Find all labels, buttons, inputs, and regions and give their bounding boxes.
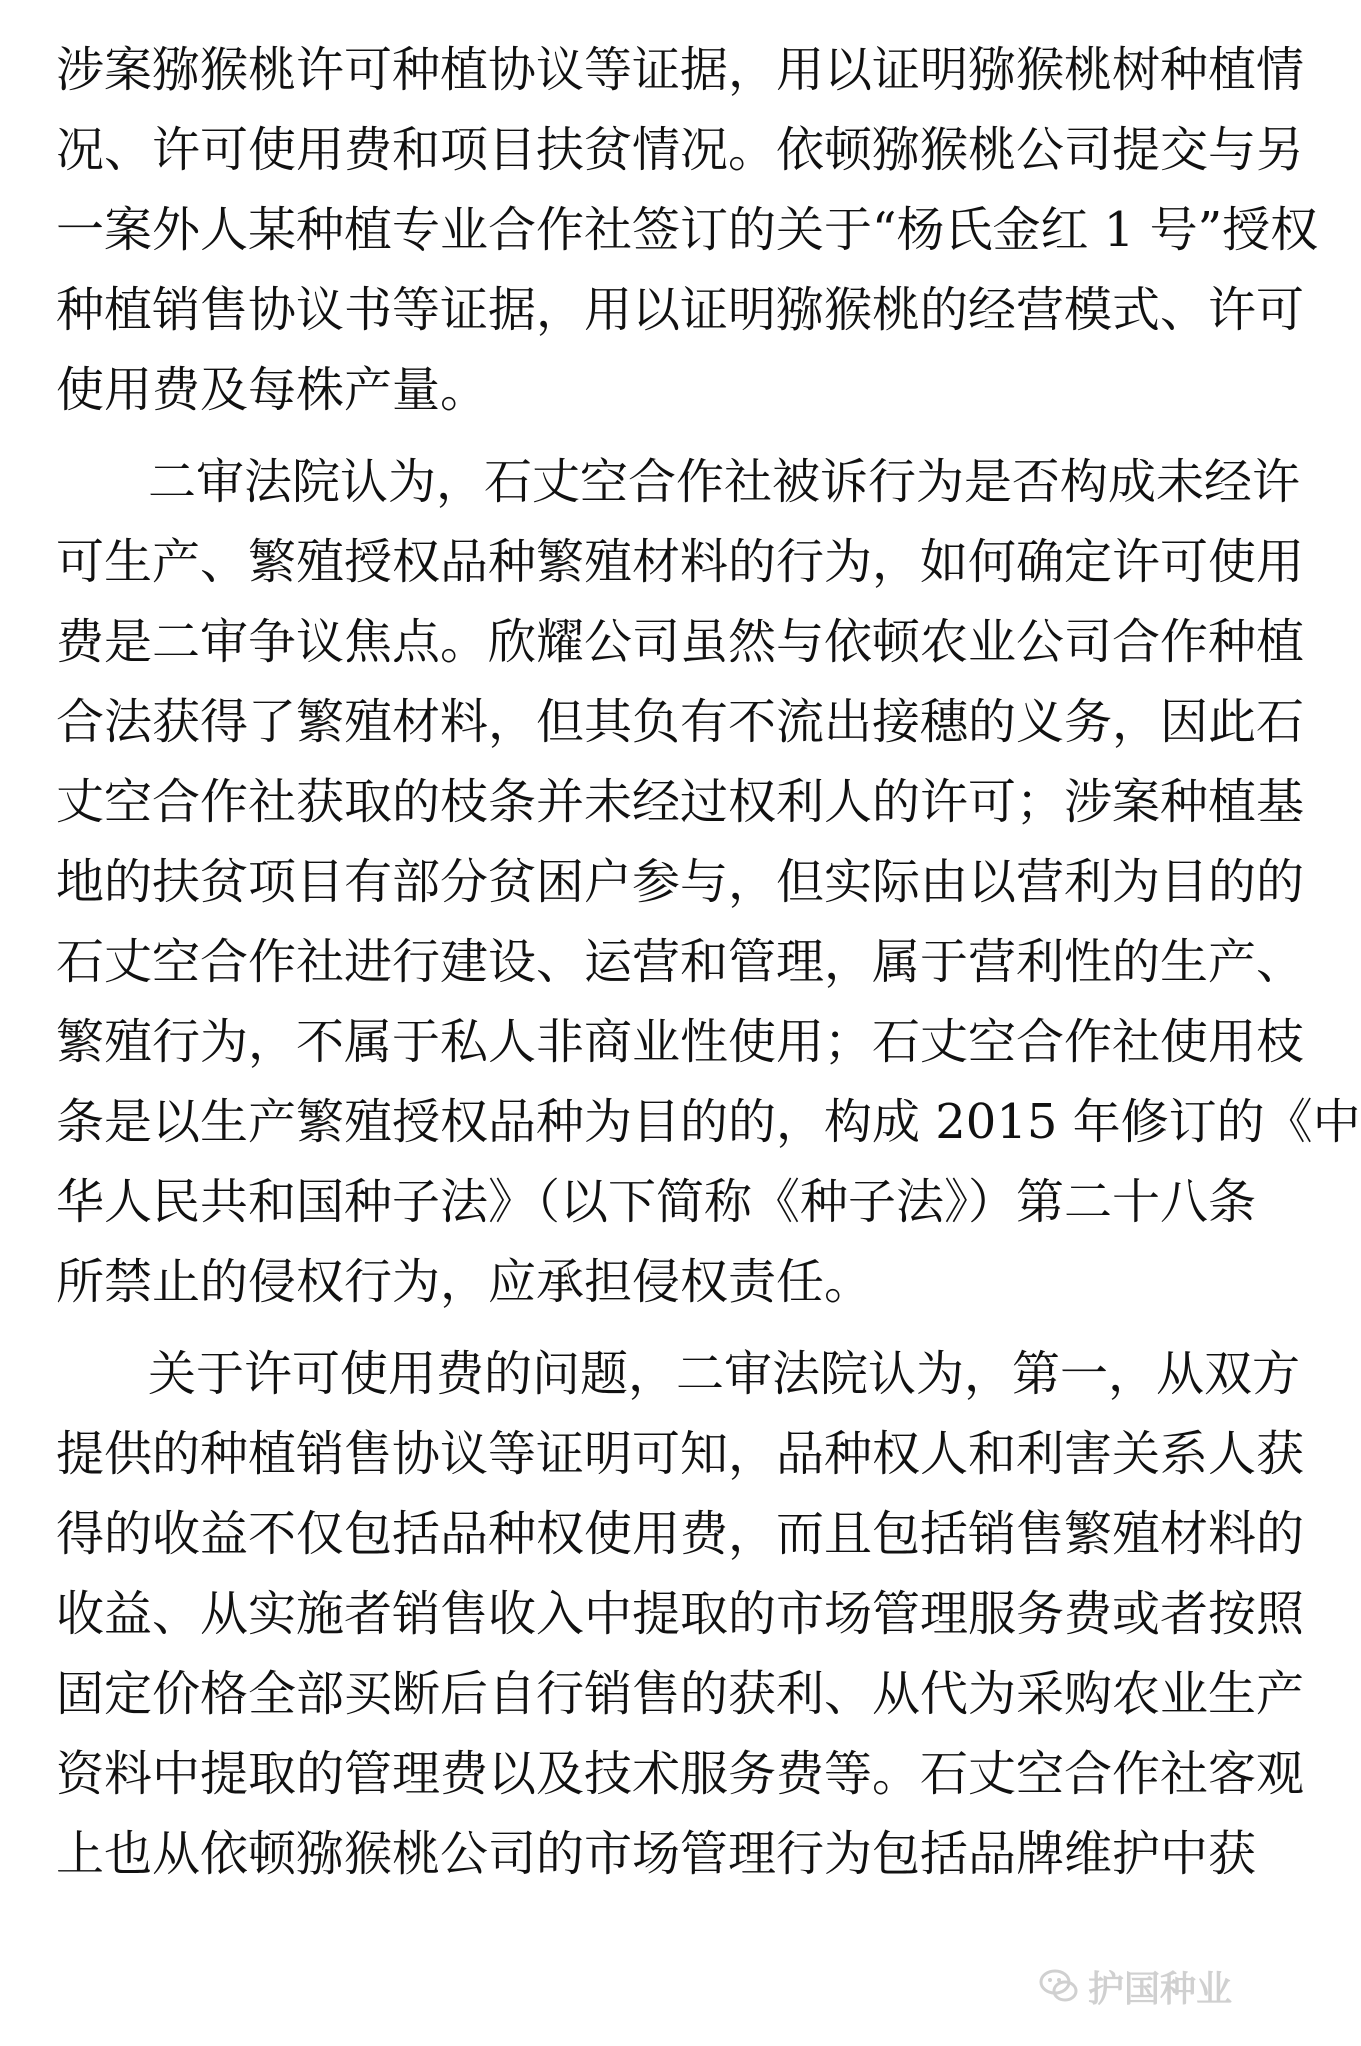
- text-line: 石丈空合作社进行建设、运营和管理，属于营利性的生产、: [56, 934, 1305, 990]
- paragraph-start-line: 二审法院认为，石丈空合作社被诉行为是否构成未经许: [148, 454, 1301, 510]
- text-line: 得的收益不仅包括品种权使用费，而且包括销售繁殖材料的: [56, 1506, 1305, 1562]
- text-line: 一案外人某种植专业合作社签订的关于“杨氏金红 1 号”授权: [56, 202, 1319, 258]
- watermark-text: 护国种业: [1088, 1968, 1233, 2010]
- text-line: 合法获得了繁殖材料，但其负有不流出接穗的义务，因此石: [56, 694, 1305, 750]
- text-line: 丈空合作社获取的枝条并未经过权利人的许可；涉案种植基: [56, 774, 1305, 830]
- text-line: 繁殖行为，不属于私人非商业性使用；石丈空合作社使用枝: [56, 1014, 1305, 1070]
- text-line: 条是以生产繁殖授权品种为目的的，构成 2015 年修订的《中: [56, 1094, 1361, 1150]
- text-line: 资料中提取的管理费以及技术服务费等。石丈空合作社客观: [56, 1746, 1305, 1802]
- text-line: 固定价格全部买断后自行销售的获利、从代为采购农业生产: [56, 1666, 1305, 1722]
- text-line: 使用费及每株产量。: [56, 362, 489, 418]
- text-line: 可生产、繁殖授权品种繁殖材料的行为，如何确定许可使用: [56, 534, 1305, 590]
- watermark: [1038, 1954, 1232, 2018]
- text-line: 种植销售协议书等证据，用以证明猕猴桃的经营模式、许可: [56, 282, 1305, 338]
- text-line: 所禁止的侵权行为，应承担侵权责任。: [56, 1254, 873, 1310]
- paragraph-start-line: 关于许可使用费的问题，二审法院认为，第一，从双方: [148, 1346, 1301, 1402]
- text-line: 收益、从实施者销售收入中提取的市场管理服务费或者按照: [56, 1586, 1305, 1642]
- text-line: 华人民共和国种子法》（以下简称《种子法》）第二十八条: [56, 1174, 1257, 1230]
- wechat-icon: [1038, 1965, 1080, 2007]
- text-line: 提供的种植销售协议等证明可知，品种权人和利害关系人获: [56, 1426, 1305, 1482]
- text-line: 况、许可使用费和项目扶贫情况。依顿猕猴桃公司提交与另: [56, 122, 1305, 178]
- text-line: 地的扶贫项目有部分贫困户参与，但实际由以营利为目的的: [56, 854, 1305, 910]
- text-line: 涉案猕猴桃许可种植协议等证据，用以证明猕猴桃树种植情: [56, 42, 1305, 98]
- text-line: 费是二审争议焦点。欣耀公司虽然与依顿农业公司合作种植: [56, 614, 1305, 670]
- text-line: 上也从依顿猕猴桃公司的市场管理行为包括品牌维护中获: [56, 1826, 1257, 1882]
